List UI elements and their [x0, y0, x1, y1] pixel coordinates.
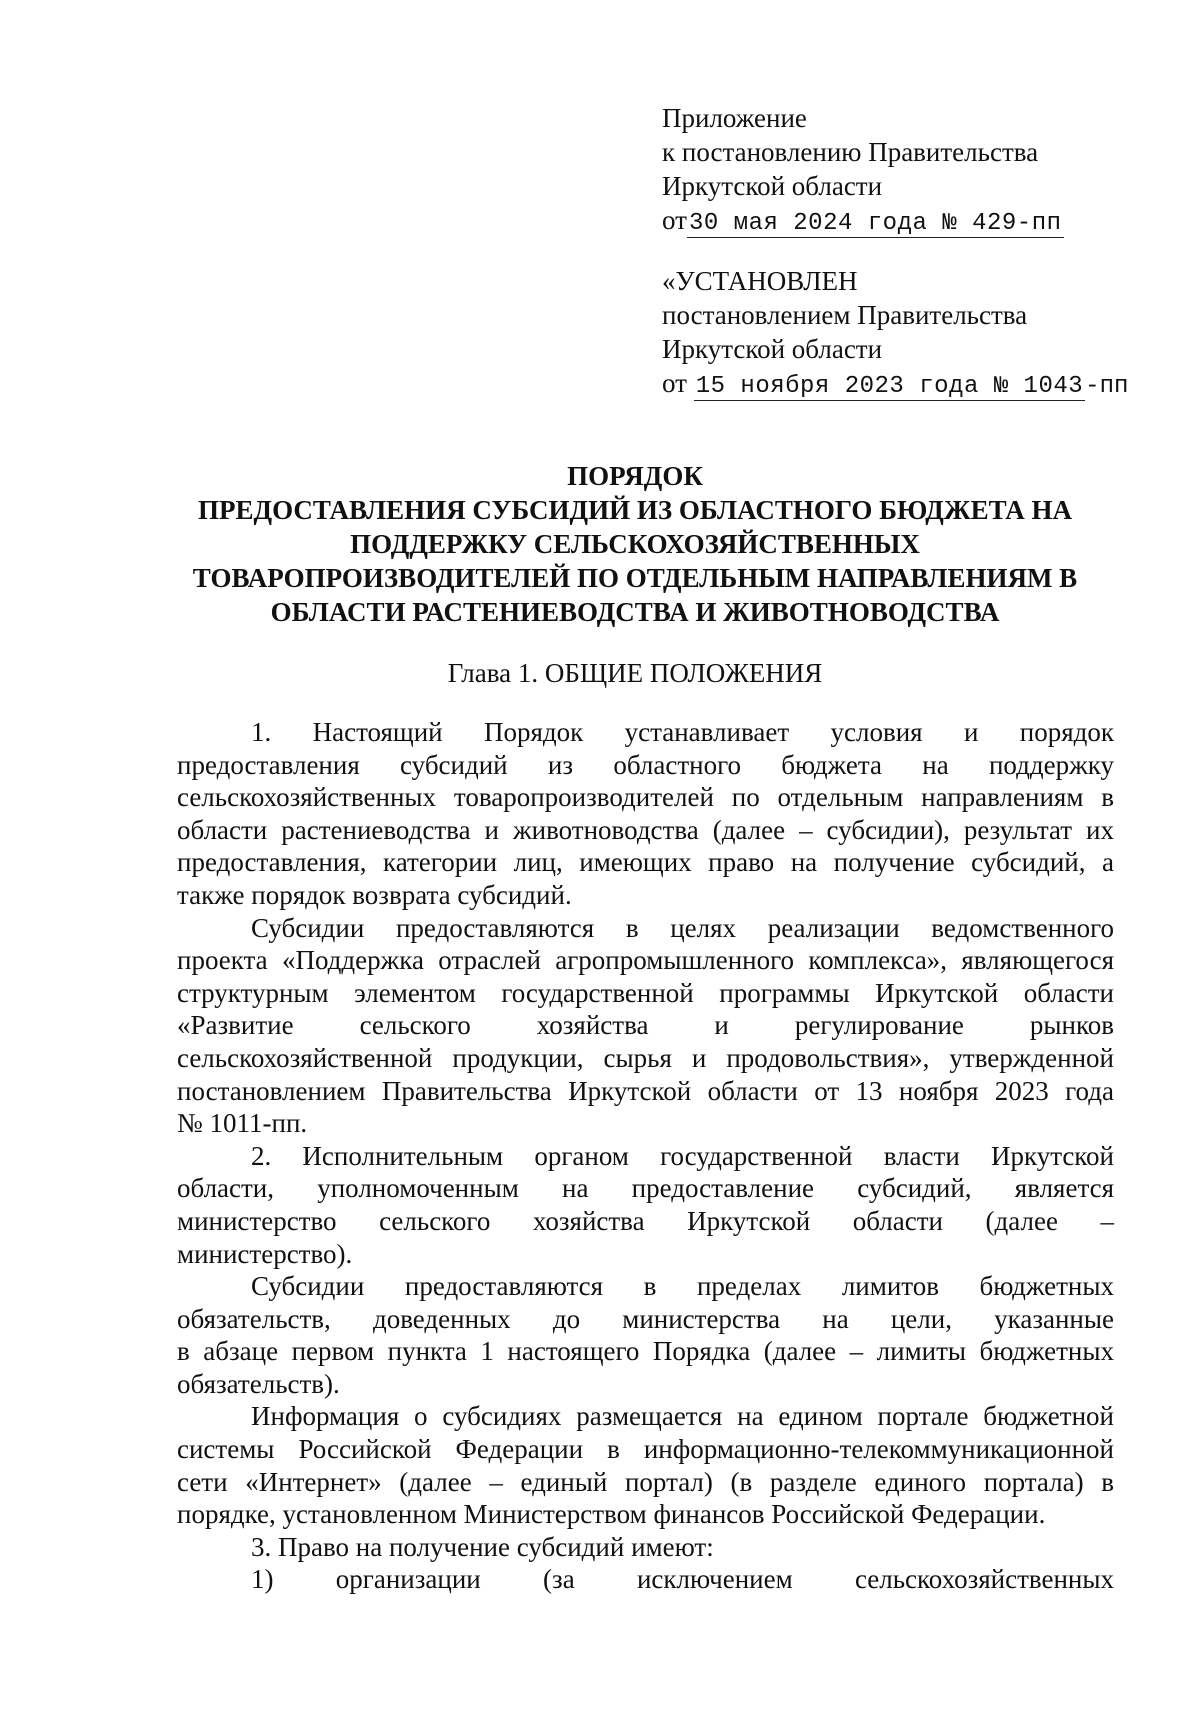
paragraph-line: предоставления субсидий из областного бюджета на поддержку: [177, 749, 1114, 780]
approved-resolution-ref: постановлением Правительства: [662, 300, 1028, 330]
approved-date-suffix: -пп: [1085, 373, 1129, 400]
paragraph-line: Субсидии предоставляются в пределах лимитов бюджетных: [251, 1271, 1114, 1302]
paragraph-line: также порядок возврата субсидий.: [177, 879, 572, 910]
body-paragraph: [177, 1140, 1114, 1270]
paragraph-line: системы Российской Федерации в информационно-телекоммуникационной: [177, 1434, 1114, 1465]
body-paragraph: [177, 716, 1114, 912]
document-title: [170, 459, 1100, 629]
paragraph-line: 3. Право на получение субсидий имеют:: [251, 1531, 714, 1562]
paragraph-line: области, уполномоченным на предоставление субсидий, является: [177, 1173, 1114, 1204]
paragraph-line: постановлением Правительства Иркутской области от 13 ноября 2023 года: [177, 1075, 1114, 1106]
paragraph-line: «Развитие сельского хозяйства и регулирование рынков: [177, 1010, 1114, 1041]
appendix-heading: Приложение: [662, 103, 807, 133]
body-text: [177, 716, 1114, 1596]
paragraph-line: структурным элементом государственной программы Иркутской области: [177, 977, 1114, 1008]
paragraph-line: сети «Интернет» (далее – единый портал) (в разделе единого портала) в: [177, 1466, 1114, 1497]
approved-date-prefix: от: [662, 368, 687, 398]
approved-heading: «УСТАНОВЛЕН: [662, 266, 858, 296]
approved-region: Иркутской области: [662, 334, 883, 364]
paragraph-line: 1) организации (за исключением сельскохозяйственных: [251, 1564, 1114, 1595]
chapter-heading: Глава 1. ОБЩИЕ ПОЛОЖЕНИЯ: [447, 658, 823, 688]
title-line-5: ОБЛАСТИ РАСТЕНИЕВОДСТВА И ЖИВОТНОВОДСТВА: [270, 597, 1000, 627]
paragraph-line: 1. Настоящий Порядок устанавливает условия и порядок: [251, 717, 1114, 747]
paragraph-line: Субсидии предоставляются в целях реализации ведомственного: [251, 912, 1114, 943]
body-paragraph: [177, 912, 1114, 1140]
appendix-resolution-ref: к постановлению Правительства: [662, 137, 1039, 167]
paragraph-line: в абзаце первом пункта 1 настоящего Порядка (далее – лимиты бюджетных: [177, 1336, 1114, 1367]
paragraph-line: министерство сельского хозяйства Иркутской области (далее –: [177, 1205, 1114, 1236]
appendix-date-prefix: от: [662, 205, 687, 235]
body-paragraph: [177, 1400, 1114, 1530]
paragraph-line: порядке, установленном Министерством финансов Российской Федерации.: [177, 1499, 1046, 1530]
approved-block: [662, 264, 1128, 404]
body-paragraph: [177, 1270, 1114, 1400]
paragraph-line: предоставления, категории лиц, имеющих право на получение субсидий, а: [177, 847, 1114, 878]
appendix-region: Иркутской области: [662, 171, 883, 201]
body-paragraph: [177, 1531, 1114, 1564]
title-line-4: ТОВАРОПРОИЗВОДИТЕЛЕЙ ПО ОТДЕЛЬНЫМ НАПРАВЛЕНИЯМ В: [192, 563, 1078, 593]
paragraph-line: проекта «Поддержка отраслей агропромышленного комплекса», являющегося: [177, 945, 1114, 976]
appendix-date-value: 30 мая 2024 года № 429-пп: [688, 210, 1062, 237]
paragraph-line: министерство).: [177, 1238, 353, 1269]
paragraph-line: обязательств).: [177, 1368, 340, 1399]
paragraph-line: Информация о субсидиях размещается на едином портале бюджетной: [251, 1401, 1114, 1432]
paragraph-line: обязательств, доведенных до министерства на цели, указанные: [177, 1303, 1114, 1334]
paragraph-line: сельскохозяйственной продукции, сырья и продовольствия», утвержденной: [177, 1042, 1114, 1073]
appendix-block: [662, 101, 1064, 238]
approved-date-line: [662, 366, 1128, 404]
paragraph-line: области растениеводства и животноводства (далее – субсидии), результат их: [177, 814, 1114, 845]
body-paragraph: [177, 1563, 1114, 1596]
paragraph-line: № 1011-пп.: [177, 1108, 308, 1139]
appendix-date-line: [662, 203, 1064, 238]
title-line-2: ПРЕДОСТАВЛЕНИЯ СУБСИДИЙ ИЗ ОБЛАСТНОГО БЮДЖЕТА НА: [197, 495, 1073, 525]
approved-date-value: 15 ноября 2023 года № 1043: [695, 373, 1084, 400]
title-line-1: ПОРЯДОК: [567, 461, 703, 491]
title-line-3: ПОДДЕРЖКУ СЕЛЬСКОХОЗЯЙСТВЕННЫХ: [350, 529, 920, 559]
paragraph-line: 2. Исполнительным органом государственной власти Иркутской: [251, 1140, 1114, 1171]
paragraph-line: сельскохозяйственных товаропроизводителей по отдельным направлениям в: [177, 782, 1114, 813]
